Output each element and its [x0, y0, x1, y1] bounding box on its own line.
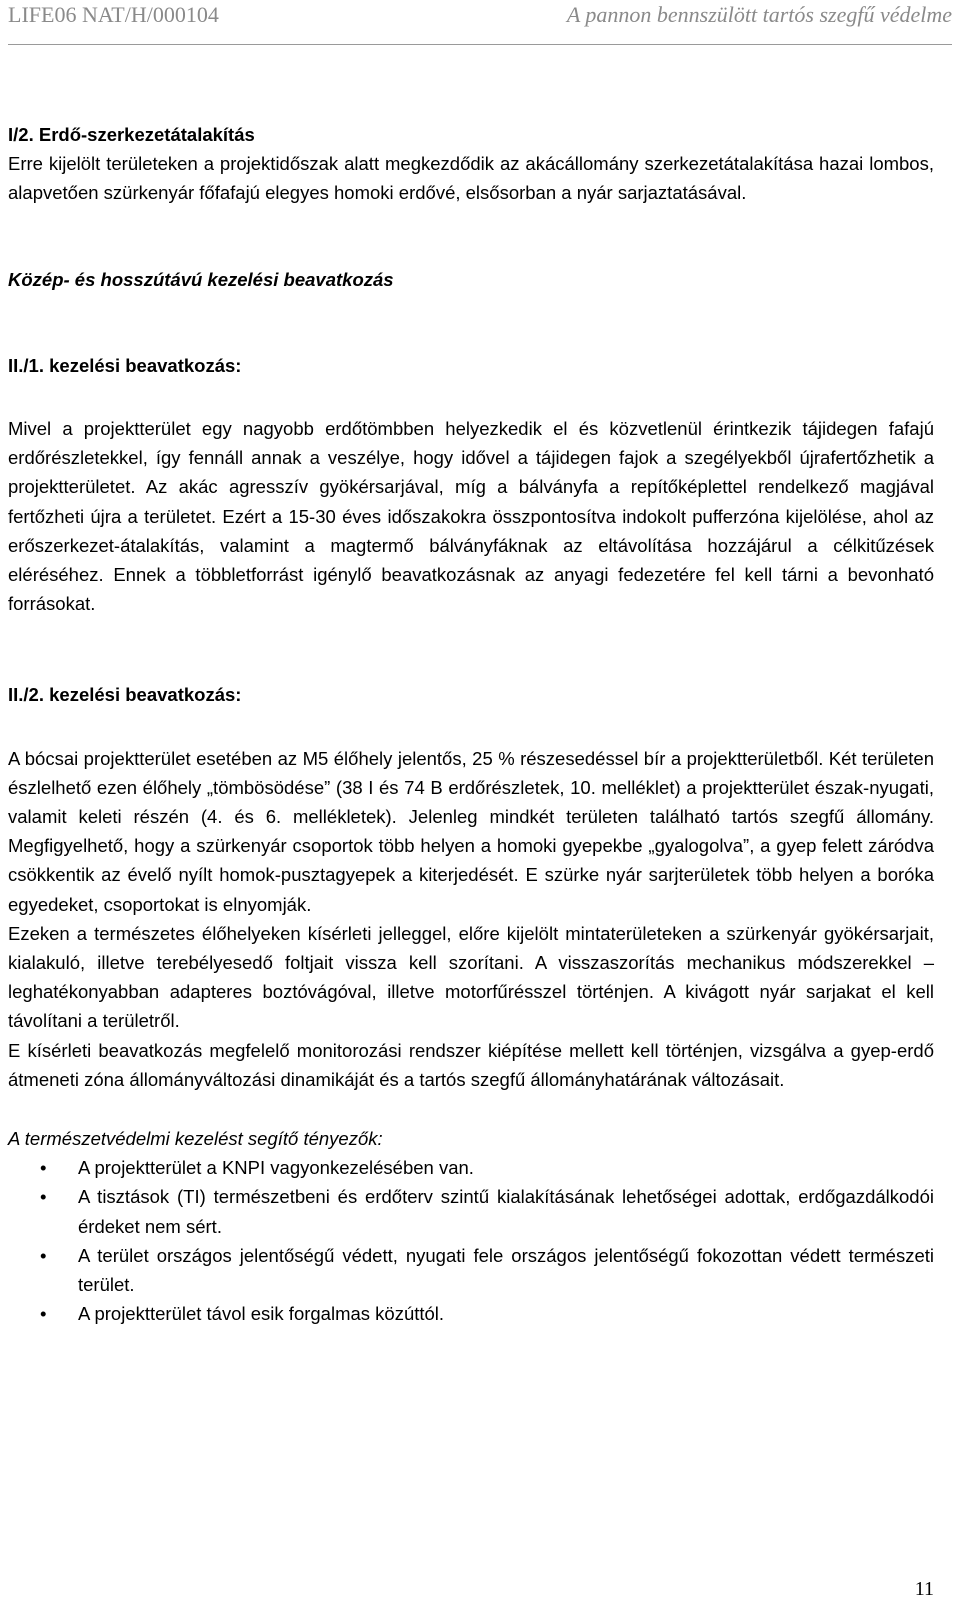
- page-number: 11: [914, 1578, 934, 1600]
- bullet-icon: •: [40, 1303, 47, 1325]
- midlong-heading: Közép- és hosszútávú kezelési beavatkozás: [8, 268, 394, 290]
- list-item-text: A projektterület távol esik forgalmas közúttól.: [78, 1303, 445, 1325]
- section-i2-heading: I/2. Erdő-szerkezetátalakítás: [8, 124, 255, 145]
- factors-list: [8, 1153, 934, 1328]
- list-item: [8, 1153, 934, 1182]
- section-ii1-heading: II./1. kezelési beavatkozás:: [8, 354, 242, 376]
- section-ii2-paragraph: E kísérleti beavatkozás megfelelő monitorozási rendszer kiépítése mellett kell történjen, vizsgálva a gyep-erdő átmeneti zóna állományváltozási dinamikáját és a tartós szegfű állományhatárának változásait.: [8, 1039, 934, 1090]
- bullet-icon: •: [40, 1157, 47, 1179]
- list-item: [8, 1241, 934, 1299]
- document-subject: A pannon bennszülött tartós szegfű védelme: [566, 2, 952, 27]
- section-ii2-paragraph: A bócsai projektterület esetében az M5 élőhely jelentős, 25 % részesedéssel bír a projektterületből. Két területen észlelhető ezen élőhely „tömbösödése” (38 I és 74 B erdőrészletek, 10. melléklet) a projektterület észak-nyugati, valamit keleti részén (4. és 6. mellékletek). Jelenleg mindkét területen található tartós szegfű állomány. Megfigyelhető, hogy a szürkenyár csoportok több helyen a homoki gyepekbe „gyalogolva”, a gyep felett záródva csökkentik az évelő nyílt homok-pusztagyepek a kiterjedését. E szürke nyár sarjterületek több helyen a boróka egyedeket, csoportokat is elnyomják.: [8, 747, 934, 915]
- list-item-text: A terület országos jelentőségű védett, nyugati fele országos jelentőségű fokozottan védett természeti terület.: [78, 1244, 934, 1296]
- section-i2-text: Erre kijelölt területeken a projektidőszak alatt megkezdődik az akácállomány szerkezetátalakítása hazai lombos, alapvetően szürkenyár főfafajú elegyes homoki erdővé, elsősorban a nyár sarjaztatásával.: [8, 153, 934, 204]
- section-ii2-heading: II./2. kezelési beavatkozás:: [8, 684, 242, 706]
- project-code: LIFE06 NAT/H/000104: [8, 2, 219, 27]
- list-item: [8, 1299, 934, 1328]
- section-ii2-paragraph: Ezeken a természetes élőhelyeken kísérleti jelleggel, előre kijelölt mintaterületeken a szürkenyár gyökérsarjait, kialakuló, illetve terebélyesedő foltjait vissza kell szorítani. A visszaszorítás mechanikus módszerekkel – leghatékonyabban adapteres boztóvágóval, illetve motorfűrésszel történjen. A kivágott nyár sarjakat el kell távolítani a területről.: [8, 922, 934, 1032]
- bullet-icon: •: [40, 1244, 47, 1266]
- factors-title: A természetvédelmi kezelést segítő tényezők:: [8, 1128, 383, 1150]
- section-ii1-text: Mivel a projektterület egy nagyobb erdőtömbben helyezkedik el és közvetlenül érintkezik tájidegen fafajú erdőrészletekkel, így fennáll annak a veszélye, hogy idővel a tájidegen fajok a szegélyekből újrafertőzhetik a projektterületet. Az akác agresszív gyökérsarjával, míg a bálványfa a repítőképlettel rendelkező magjával fertőzheti újra a területet. Ezért a 15-30 éves időszakokra összpontosítva indokolt pufferzóna kijelölése, ahol az erőszerkezet-átalakítás, valamint a magtermő bálványfáknak az eltávolítása hozzájárul a célkitűzések eléréséhez. Ennek a többletforrást igénylő beavatkozásnak az anyagi fedezetére fel kell tárni a bevonható forrásokat.: [8, 418, 934, 615]
- list-item-text: A projektterület a KNPI vagyonkezelésében van.: [78, 1157, 474, 1179]
- document-body: [8, 120, 934, 1329]
- bullet-icon: •: [40, 1186, 47, 1208]
- list-item: [8, 1182, 934, 1240]
- page-header: [0, 0, 960, 42]
- list-item-text: A tisztások (TI) természetbeni és erdőterv szintű kialakításának lehetőségei adottak, erdőgazdálkodói érdeket nem sért.: [78, 1186, 934, 1237]
- header-rule: [8, 44, 952, 45]
